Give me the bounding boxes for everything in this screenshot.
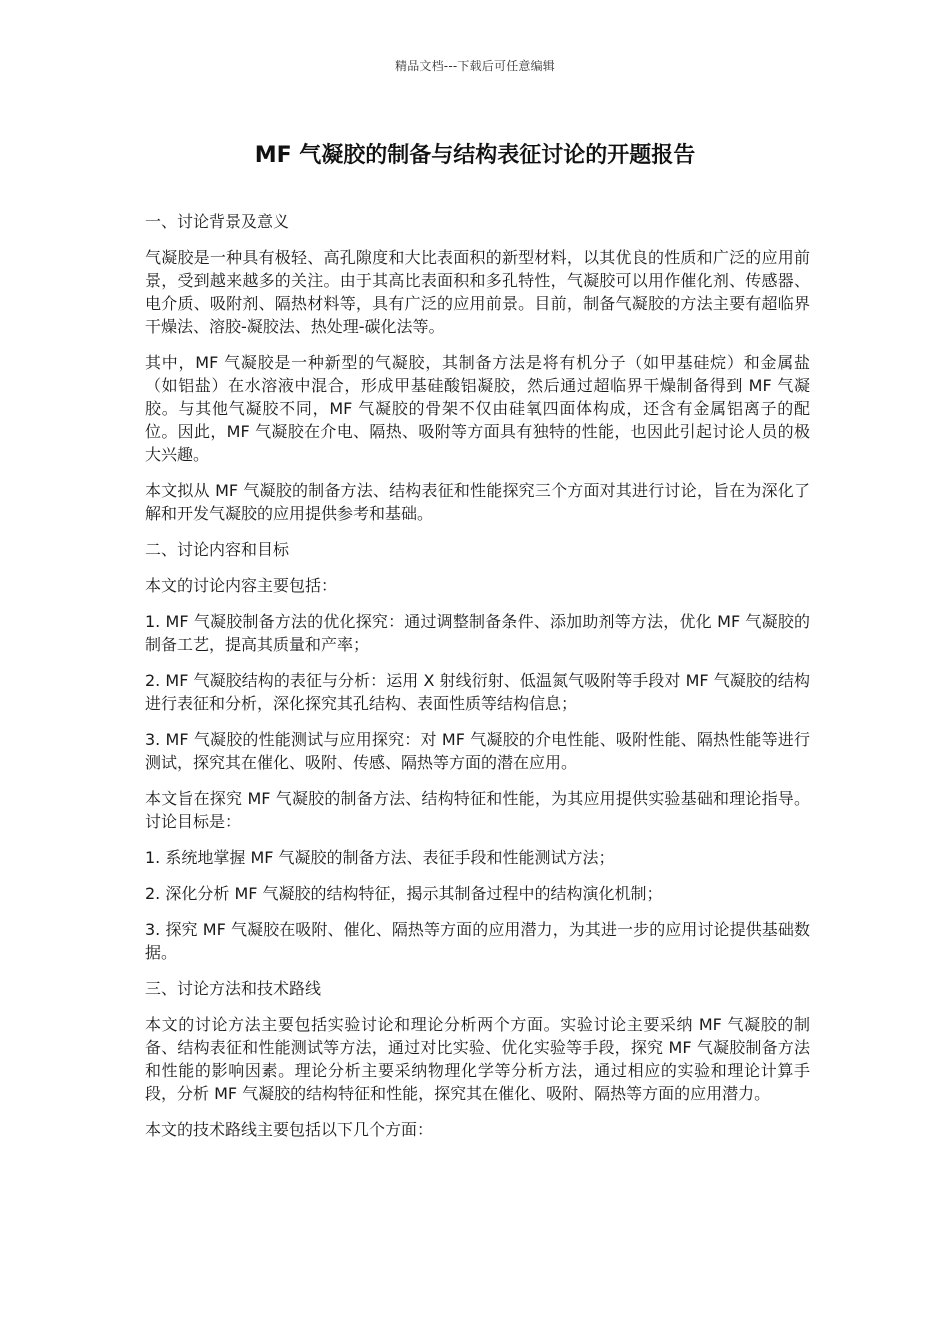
section-heading-methods: 三、讨论方法和技术路线 — [145, 979, 322, 998]
list-item-content-1: 1. MF 气凝胶制备方法的优化探究：通过调整制备条件、添加助剂等方法，优化 MF 气凝胶的制备工艺，提高其质量和产率； — [145, 612, 810, 654]
document-title: MF 气凝胶的制备与结构表征讨论的开题报告 — [254, 143, 696, 168]
list-item-goal-3: 3. 探究 MF 气凝胶在吸附、催化、隔热等方面的应用潜力，为其进一步的应用讨论提供基础数据。 — [145, 920, 810, 962]
list-item-goal-2: 2. 深化分析 MF 气凝胶的结构特征，揭示其制备过程中的结构演化机制； — [145, 884, 663, 903]
document-body — [145, 210, 810, 1154]
paragraph-methods-2: 本文的技术路线主要包括以下几个方面： — [145, 1120, 434, 1139]
paragraph-background-1: 气凝胶是一种具有极轻、高孔隙度和大比表面积的新型材料，以其优良的性质和广泛的应用前景，受到越来越多的关注。由于其高比表面积和多孔特性，气凝胶可以用作催化剂、传感器、电介质、吸附剂、隔热材料等，具有广泛的应用前景。目前，制备气凝胶的方法主要有超临界干燥法、溶胶-凝胶法、热处理-碳化法等。 — [145, 248, 810, 336]
paragraph-goal-intro: 本文旨在探究 MF 气凝胶的制备方法、结构特征和性能，为其应用提供实验基础和理论指导。讨论目标是： — [145, 789, 810, 831]
list-item-content-2: 2. MF 气凝胶结构的表征与分析：运用 X 射线衍射、低温氮气吸附等手段对 MF 气凝胶的结构进行表征和分析，深化探究其孔结构、表面性质等结构信息； — [145, 671, 810, 713]
paragraph-content-intro: 本文的讨论内容主要包括： — [145, 576, 338, 595]
section-heading-content: 二、讨论内容和目标 — [145, 540, 290, 559]
section-heading-background: 一、讨论背景及意义 — [145, 212, 290, 231]
list-item-content-3: 3. MF 气凝胶的性能测试与应用探究：对 MF 气凝胶的介电性能、吸附性能、隔热性能等进行测试，探究其在催化、吸附、传感、隔热等方面的潜在应用。 — [145, 730, 810, 772]
paragraph-background-2: 其中，MF 气凝胶是一种新型的气凝胶，其制备方法是将有机分子（如甲基硅烷）和金属盐（如铝盐）在水溶液中混合，形成甲基硅酸铝凝胶，然后通过超临界干燥制备得到 MF 气凝胶。与其他气凝胶不同，MF 气凝胶的骨架不仅由硅氧四面体构成，还含有金属铝离子的配位。因此，MF 气凝胶在介电、隔热、吸附等方面具有独特的性能，也因此引起讨论人员的极大兴趣。 — [145, 353, 810, 464]
list-item-goal-1: 1. 系统地掌握 MF 气凝胶的制备方法、表征手段和性能测试方法； — [145, 848, 615, 867]
header-note: 精品文档---下载后可任意编辑 — [395, 59, 555, 73]
paragraph-background-3: 本文拟从 MF 气凝胶的制备方法、结构表征和性能探究三个方面对其进行讨论，旨在为深化了解和开发气凝胶的应用提供参考和基础。 — [145, 481, 810, 523]
paragraph-methods-1: 本文的讨论方法主要包括实验讨论和理论分析两个方面。实验讨论主要采纳 MF 气凝胶的制备、结构表征和性能测试等方法，通过对比实验、优化实验等手段，探究 MF 气凝胶制备方法和性能的影响因素。理论分析主要采纳物理化学等分析方法，通过相应的实验和理论计算手段，分析 MF 气凝胶的结构特征和性能，探究其在催化、吸附、隔热等方面的应用潜力。 — [145, 1015, 810, 1103]
